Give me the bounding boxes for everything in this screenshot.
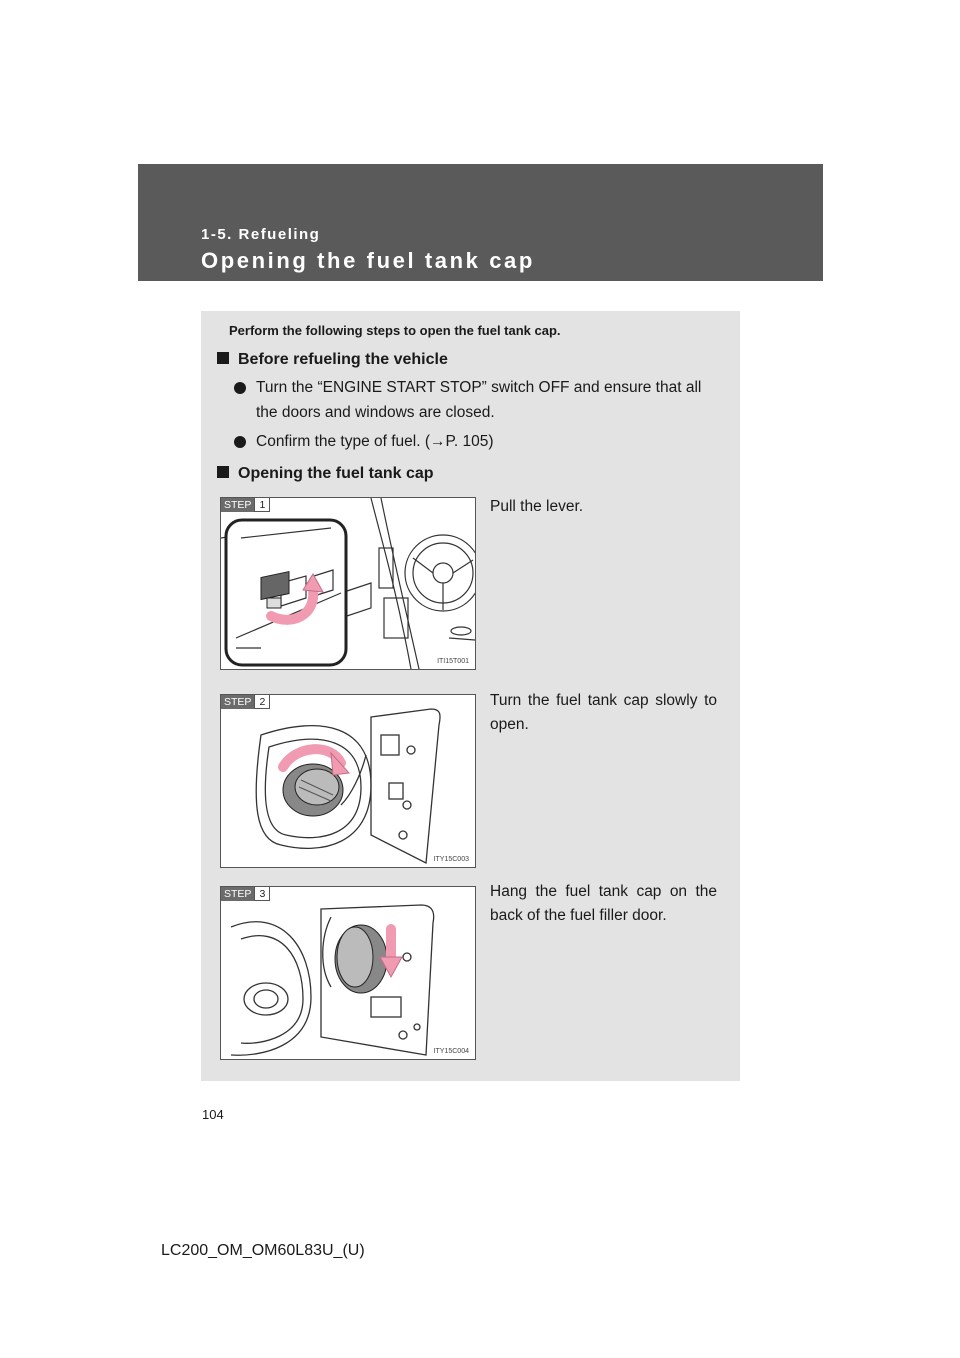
section-label: 1-5. Refueling bbox=[201, 226, 321, 243]
bullet-item bbox=[234, 429, 724, 454]
step-label: STEP bbox=[221, 887, 254, 901]
section-header bbox=[138, 164, 823, 281]
page-number: 104 bbox=[202, 1107, 224, 1122]
step-3-illustration bbox=[220, 886, 476, 1060]
square-bullet-icon bbox=[217, 466, 229, 478]
step-badge bbox=[221, 887, 270, 901]
step-number: 1 bbox=[254, 498, 270, 512]
step-2-text: Turn the fuel tank cap slowly to open. bbox=[490, 692, 717, 733]
square-bullet-icon bbox=[217, 352, 229, 364]
step-badge bbox=[221, 695, 270, 709]
step-label: STEP bbox=[221, 498, 254, 512]
dashboard-lever-illustration bbox=[221, 498, 475, 669]
bullet-item bbox=[234, 375, 724, 425]
heading-text: Opening the fuel tank cap bbox=[238, 465, 434, 482]
step-1-text: Pull the lever. bbox=[490, 498, 584, 515]
step-number: 2 bbox=[254, 695, 270, 709]
image-code: ITY15C004 bbox=[433, 1048, 469, 1055]
step-1-illustration bbox=[220, 497, 476, 670]
bullet-text: Confirm the type of fuel. (→P. 105) bbox=[256, 433, 494, 450]
step-number: 3 bbox=[254, 887, 270, 901]
intro-text: Perform the following steps to open the fuel tank cap. bbox=[229, 323, 561, 338]
heading-text: Before refueling the vehicle bbox=[238, 351, 448, 368]
step-badge bbox=[221, 498, 270, 512]
bullet-dot-icon bbox=[234, 436, 246, 448]
step-label: STEP bbox=[221, 695, 254, 709]
fuel-cap-hang-illustration bbox=[221, 887, 475, 1059]
bullet-dot-icon bbox=[234, 382, 246, 394]
heading-opening-cap bbox=[217, 465, 434, 483]
fuel-cap-turn-illustration bbox=[221, 695, 475, 867]
image-code: ITY15C003 bbox=[433, 856, 469, 863]
step-3-text: Hang the fuel tank cap on the back of the fuel filler door. bbox=[490, 883, 717, 924]
bullet-text: Turn the “ENGINE START STOP” switch OFF and ensure that all the doors and windows are closed. bbox=[256, 379, 702, 421]
step-2-illustration bbox=[220, 694, 476, 868]
heading-before-refueling bbox=[217, 351, 448, 369]
image-code: ITI15T001 bbox=[437, 658, 469, 665]
content-box bbox=[201, 311, 740, 1081]
footer-code: LC200_OM_OM60L83U_(U) bbox=[161, 1242, 365, 1259]
page-title: Opening the fuel tank cap bbox=[201, 248, 535, 273]
